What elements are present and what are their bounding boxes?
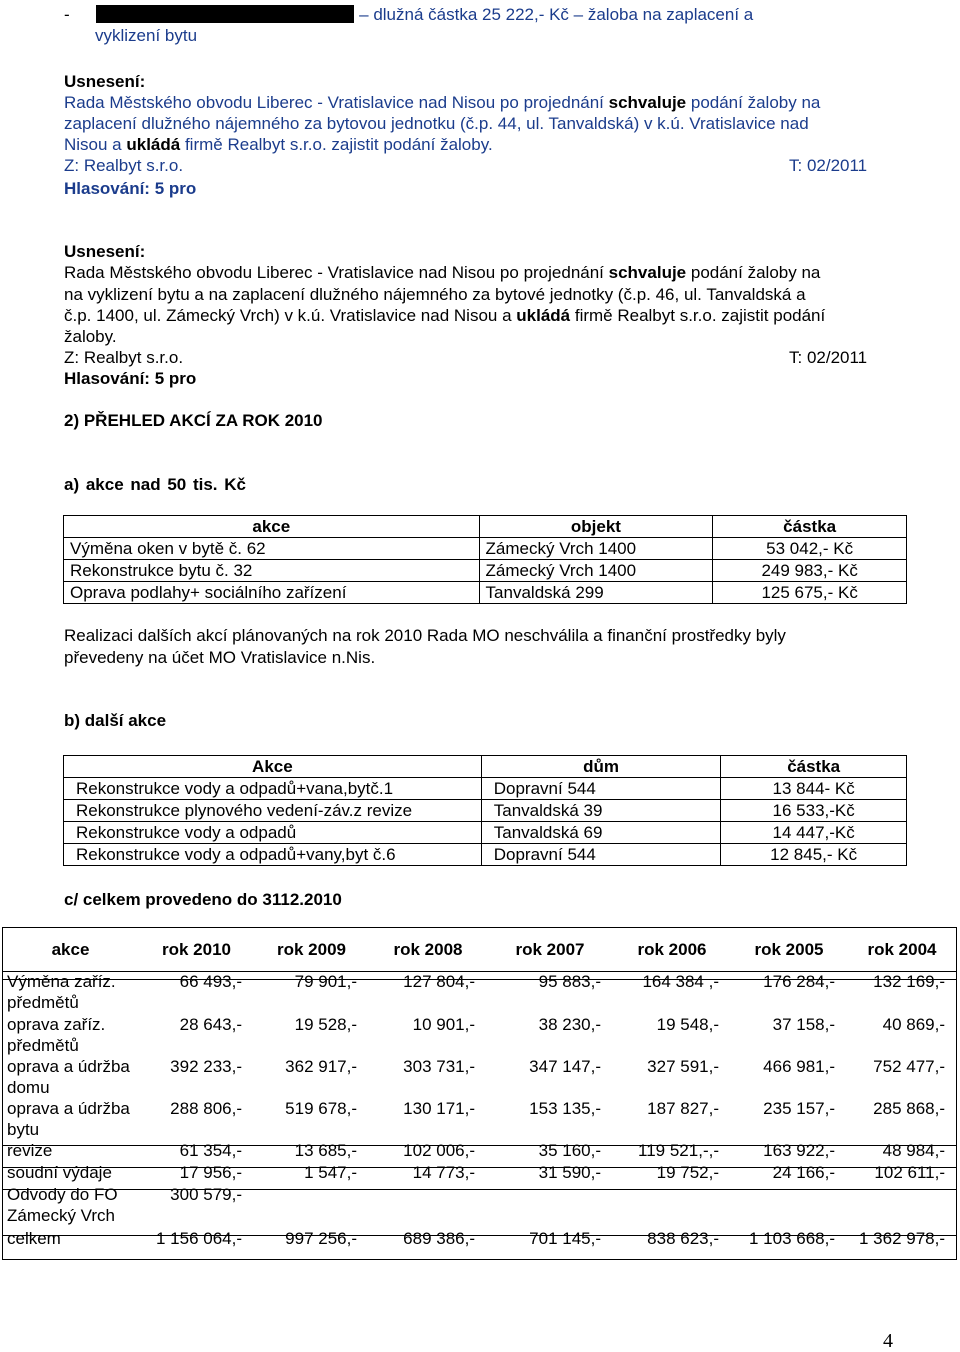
table-row <box>2 1162 957 1184</box>
table-cell: 102 611,- <box>874 1163 945 1182</box>
table-cell: 249 983,- Kč <box>713 560 907 582</box>
table-a-header-cell: akce <box>64 516 480 538</box>
table-cell: Zámecký Vrch 1400 <box>479 538 713 560</box>
table-b-header-cell: Akce <box>64 756 482 778</box>
table-cell: 24 166,- <box>772 1163 835 1182</box>
r1-l1-bold: schvaluje <box>608 93 687 112</box>
table-cell: 19 752,- <box>656 1163 719 1182</box>
table-cell: Tanvaldská 69 <box>481 822 721 844</box>
table-cell: Dopravní 544 <box>481 778 721 800</box>
resolution2-heading: Usnesení: <box>64 242 146 261</box>
table-row <box>64 538 907 560</box>
table-cell: Odvody do FO Zámecký Vrch <box>7 1185 118 1225</box>
table-cell: 392 233,- <box>170 1057 242 1076</box>
table-cell <box>487 1184 613 1228</box>
table-b <box>63 755 907 866</box>
table-cell: soudní výdaje <box>7 1163 112 1182</box>
table-row <box>2 1014 957 1056</box>
table-cell: 119 521,-,- <box>638 1141 719 1160</box>
table-row <box>64 844 907 866</box>
table-cell: 327 591,- <box>647 1057 719 1076</box>
r1-l3-bold: ukládá <box>126 135 181 154</box>
table-a <box>63 515 907 604</box>
item-line-2: vyklizení bytu <box>95 26 198 45</box>
table-cell <box>369 1184 487 1228</box>
table-cell: 997 256,- <box>285 1229 357 1248</box>
table-cell <box>613 1184 731 1228</box>
table-row <box>64 560 907 582</box>
resolution1-line-3 <box>64 134 493 155</box>
table-cell: 79 901,- <box>294 972 357 991</box>
r1-l3-pre: Nisou a <box>64 135 127 154</box>
table-row <box>2 1140 957 1162</box>
table-cell: 35 160,- <box>538 1141 601 1160</box>
table-cell: 235 157,- <box>763 1099 835 1118</box>
table-cell: celkem <box>7 1229 61 1248</box>
table-cell: oprava a údržba bytu <box>7 1099 130 1139</box>
table-cell: 1 103 668,- <box>748 1229 835 1248</box>
redaction-bar <box>96 5 354 23</box>
table-a-header <box>64 516 907 538</box>
table-c-content <box>2 927 957 1252</box>
table-cell: 187 827,- <box>647 1099 719 1118</box>
section-c-title: c/ celkem provedeno do 3112.2010 <box>64 890 342 909</box>
r2-l1-pre: Rada Městského obvodu Liberec - Vratislavice nad Nisou po projednání <box>64 263 609 282</box>
table-c-header-cell: rok 2004 <box>867 939 937 959</box>
item-line-1 <box>64 4 753 25</box>
table-cell: 1 362 978,- <box>858 1229 945 1248</box>
table-row <box>64 822 907 844</box>
table-cell: Rekonstrukce vody a odpadů+vana,bytč.1 <box>64 778 482 800</box>
resolution2-vote: Hlasování: 5 pro <box>64 369 197 388</box>
table-cell <box>254 1184 369 1228</box>
r2-l3-bold: ukládá <box>516 306 571 325</box>
table-cell: 13 844- Kč <box>721 778 907 800</box>
table-cell: 61 354,- <box>179 1141 242 1160</box>
table-row <box>2 1098 957 1140</box>
table-cell: 19 548,- <box>656 1015 719 1034</box>
table-cell: Rekonstrukce bytu č. 32 <box>64 560 480 582</box>
resolution1-line-2: zaplacení dlužného nájemného za bytovou jednotku (č.p. 44, ul. Tanvaldská) v k.ú. Vratislavice nad <box>64 114 809 133</box>
resolution1-responsible: Z: Realbyt s.r.o. <box>64 156 184 175</box>
r1-l3-post: firmě Realbyt s.r.o. zajistit podání žaloby. <box>180 135 493 154</box>
table-cell: Rekonstrukce vody a odpadů+vany,byt č.6 <box>64 844 482 866</box>
table-c-header-cell: rok 2010 <box>162 939 231 959</box>
table-cell: 362 917,- <box>285 1057 357 1076</box>
table-cell: 519 678,- <box>285 1099 357 1118</box>
section-a-note-2: převedeny na účet MO Vratislavice n.Nis. <box>64 648 376 667</box>
item-text: – dlužná částka 25 222,- Kč – žaloba na zaplacení a <box>359 5 754 24</box>
table-cell: 303 731,- <box>403 1057 475 1076</box>
table-cell <box>731 1184 847 1228</box>
r2-l3-pre: č.p. 1400, ul. Zámecký Vrch) v k.ú. Vratislavice nad Nisou a <box>64 306 517 325</box>
table-cell: Tanvaldská 299 <box>479 582 713 604</box>
table-a-header-cell: objekt <box>479 516 713 538</box>
table-cell: 125 675,- Kč <box>713 582 907 604</box>
table-a-header-cell: částka <box>713 516 907 538</box>
table-cell <box>847 1184 957 1228</box>
table-cell: 153 135,- <box>529 1099 601 1118</box>
table-cell: Oprava podlahy+ sociálního zařízení <box>64 582 480 604</box>
table-b-header <box>64 756 907 778</box>
table-cell: 102 006,- <box>403 1141 475 1160</box>
table-cell: Dopravní 544 <box>481 844 721 866</box>
section-a-title: a) akce nad 50 tis. Kč <box>64 475 246 494</box>
table-row <box>2 1184 957 1228</box>
table-cell: 14 447,-Kč <box>721 822 907 844</box>
table-cell: 37 158,- <box>772 1015 835 1034</box>
table-cell: oprava a údržba domu <box>7 1057 130 1097</box>
table-cell: Výměna zaříz. předmětů <box>7 972 116 1012</box>
table-cell: 466 981,- <box>763 1057 835 1076</box>
table-cell: 17 956,- <box>179 1163 242 1182</box>
resolution1-vote: Hlasování: 5 pro <box>64 179 197 198</box>
table-row <box>64 800 907 822</box>
table-cell: 10 901,- <box>412 1015 475 1034</box>
section2-title: 2) PŘEHLED AKCÍ ZA ROK 2010 <box>64 411 323 430</box>
item-dash: - <box>64 5 70 24</box>
table-cell: 38 230,- <box>538 1015 601 1034</box>
table-cell: 132 169,- <box>873 972 945 991</box>
table-c-header-cell: rok 2009 <box>277 939 346 959</box>
resolution2-line-1 <box>64 262 820 283</box>
section-b-title: b) další akce <box>64 711 167 730</box>
resolution2-line-4: žaloby. <box>64 327 117 346</box>
table-cell: 347 147,- <box>529 1057 601 1076</box>
table-cell: Zámecký Vrch 1400 <box>479 560 713 582</box>
table-cell: 1 156 064,- <box>155 1229 242 1248</box>
table-c-header <box>2 927 957 971</box>
table-cell: 66 493,- <box>179 972 242 991</box>
table-cell: 19 528,- <box>294 1015 357 1034</box>
table-cell: 164 384 ,- <box>642 972 719 991</box>
table-cell: Rekonstrukce vody a odpadů <box>64 822 482 844</box>
table-cell: revize <box>7 1141 53 1160</box>
table-cell: 176 284,- <box>763 972 835 991</box>
resolution1-heading: Usnesení: <box>64 72 146 91</box>
table-cell: 48 984,- <box>882 1141 945 1160</box>
table-cell: 838 623,- <box>647 1229 719 1248</box>
table-cell: Výměna oken v bytě č. 62 <box>64 538 480 560</box>
page-number: 4 <box>883 1330 893 1352</box>
table-cell: 285 868,- <box>873 1099 945 1118</box>
resolution2-line-3 <box>64 305 825 326</box>
resolution2-line-2: na vyklizení bytu a na zaplacení dlužného nájemného za bytové jednotky (č.p. 46, ul. Tanvaldská a <box>64 285 806 304</box>
section-a-note-1: Realizaci dalších akcí plánovaných na rok 2010 Rada MO neschválila a finanční prostředky byly <box>64 626 786 645</box>
table-cell: 1 547,- <box>304 1163 357 1182</box>
table-row <box>2 971 957 1014</box>
table-row <box>2 1228 957 1252</box>
r2-l3-post: firmě Realbyt s.r.o. zajistit podání <box>570 306 826 325</box>
table-cell: Tanvaldská 39 <box>481 800 721 822</box>
table-row <box>64 582 907 604</box>
table-cell: oprava zaříz. předmětů <box>7 1015 106 1055</box>
table-cell: 300 579,- <box>170 1185 242 1204</box>
table-cell: 14 773,- <box>412 1163 475 1182</box>
table-cell: 701 145,- <box>529 1229 601 1248</box>
resolution2-deadline: T: 02/2011 <box>789 348 868 367</box>
table-c-header-cell: rok 2008 <box>393 939 463 959</box>
table-cell: 13 685,- <box>294 1141 357 1160</box>
table-row <box>64 778 907 800</box>
resolution1-deadline: T: 02/2011 <box>789 156 868 175</box>
r1-l1-pre: Rada Městského obvodu Liberec - Vratislavice nad Nisou po projednání <box>64 93 609 112</box>
resolution2-responsible: Z: Realbyt s.r.o. <box>64 348 184 367</box>
table-cell: 31 590,- <box>538 1163 601 1182</box>
r2-l1-post: podání žaloby na <box>686 263 821 282</box>
table-cell: 53 042,- Kč <box>713 538 907 560</box>
table-cell: 95 883,- <box>538 972 601 991</box>
table-cell: 40 869,- <box>882 1015 945 1034</box>
table-c-header-cell: rok 2007 <box>515 939 585 959</box>
table-cell: 689 386,- <box>403 1229 475 1248</box>
table-cell: 28 643,- <box>179 1015 242 1034</box>
table-cell: 12 845,- Kč <box>721 844 907 866</box>
table-c-header-cell: rok 2005 <box>754 939 824 959</box>
table-c-header-cell: rok 2006 <box>637 939 707 959</box>
table-cell: 16 533,-Kč <box>721 800 907 822</box>
table-cell: 163 922,- <box>763 1141 835 1160</box>
resolution1-line-1 <box>64 92 820 113</box>
r2-l1-bold: schvaluje <box>608 263 687 282</box>
table-c-header-cell: akce <box>51 939 90 959</box>
table-cell: 288 806,- <box>170 1099 242 1118</box>
table-b-header-cell: dům <box>481 756 721 778</box>
table-cell: 752 477,- <box>873 1057 945 1076</box>
table-cell: 127 804,- <box>403 972 475 991</box>
table-cell: Rekonstrukce plynového vedení-záv.z revize <box>64 800 482 822</box>
table-row <box>2 1056 957 1098</box>
table-b-header-cell: částka <box>721 756 907 778</box>
table-cell: 130 171,- <box>403 1099 475 1118</box>
r1-l1-post: podání žaloby na <box>686 93 821 112</box>
